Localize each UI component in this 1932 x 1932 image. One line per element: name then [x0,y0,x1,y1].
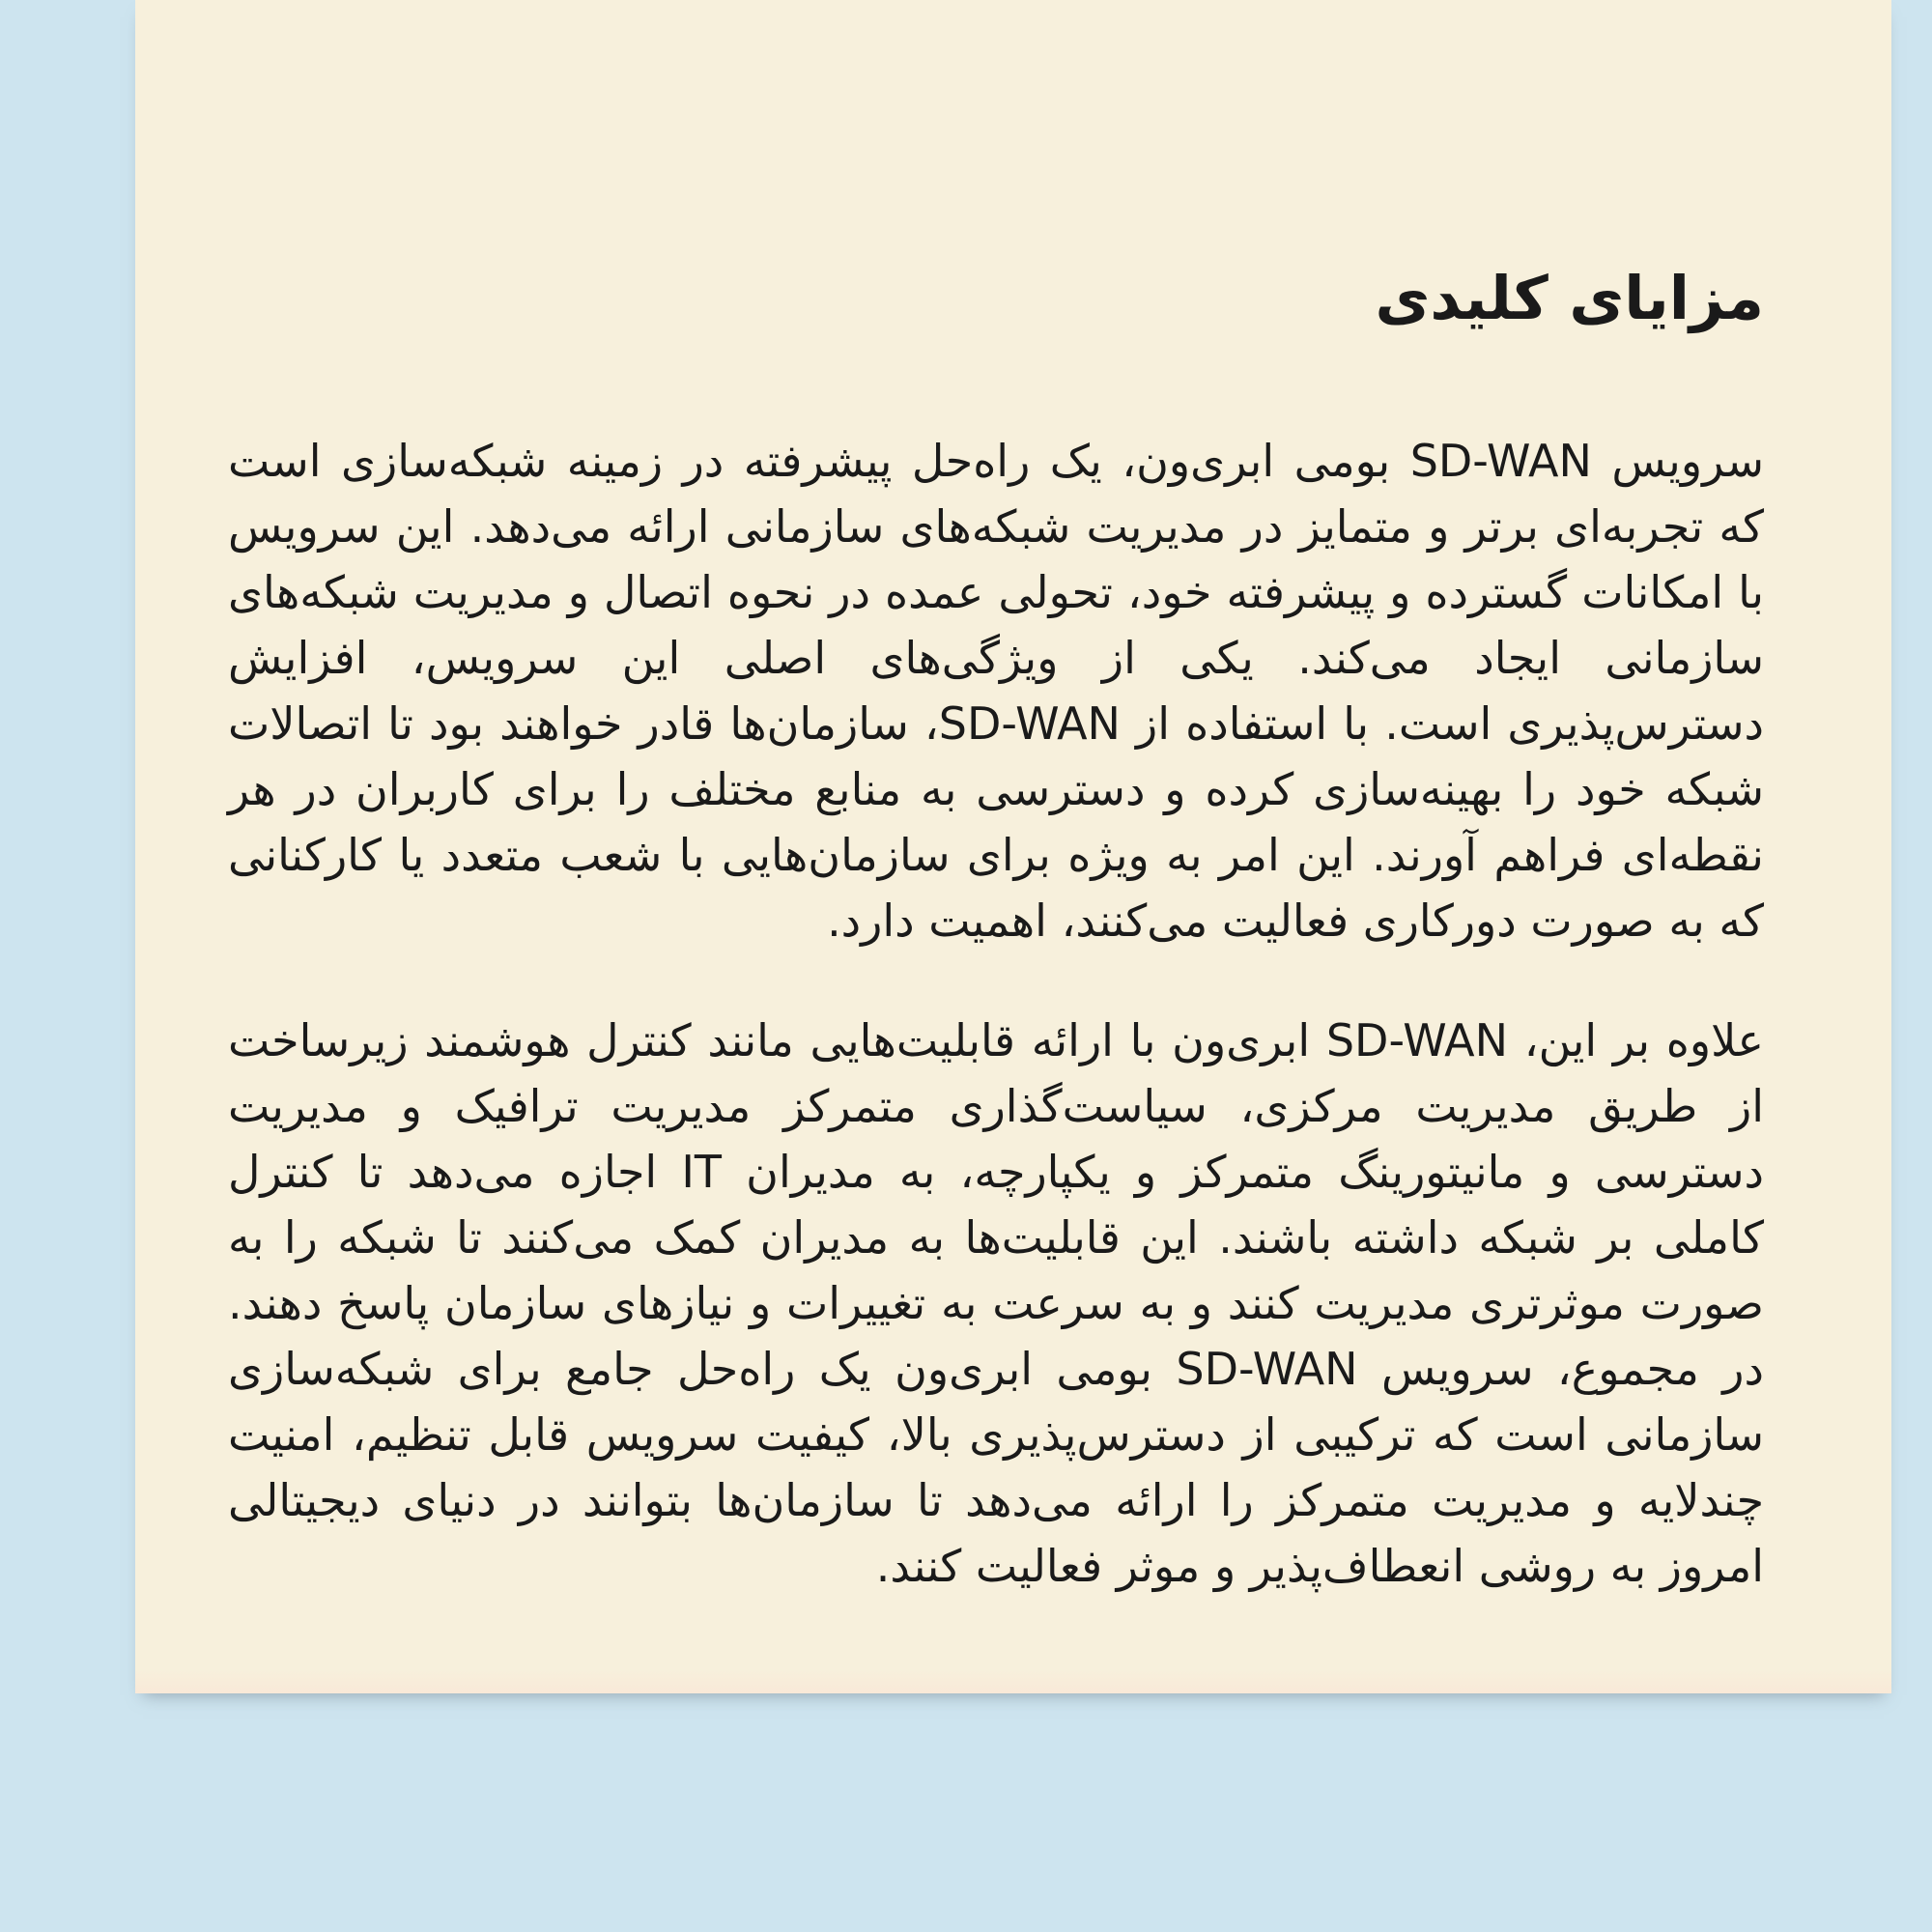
document-body [135,0,1891,1599]
paragraph-capabilities: علاوه بر این، SD-WAN ابری‌ون با ارائه قابلیت‌هایی مانند کنترل هوشمند زیرساخت از طریق مدیریت مرکزی، سیاست‌گذاری متمرکز مدیریت ترافیک و مدیریت دسترسی و مانیتورینگ متمرکز و یکپارچه، به مدیران IT اجازه می‌دهد تا کنترل کاملی بر شبکه داشته باشند. این قابلیت‌ها به مدیران کمک می‌کنند تا شبکه را به صورت موثرتری مدیریت کنند و به سرعت به تغییرات و نیازهای سازمان پاسخ دهند. در مجموع، سرویس SD-WAN بومی ابری‌ون یک راه‌حل جامع برای شبکه‌سازی سازمانی است که ترکیبی از دسترس‌پذیری بالا، کیفیت سرویس قابل تنظیم، امنیت چندلایه و مدیریت متمرکز را ارائه می‌دهد تا سازمان‌ها بتوانند در دنیای دیجیتالی امروز به روشی انعطاف‌پذیر و موثر فعالیت کنند. [228,1013,1765,1592]
page-title: مزایای کلیدی [1375,263,1764,333]
content-card [135,0,1891,1693]
paragraph-intro: سرویس SD-WAN بومی ابری‌ون، یک راه‌حل پیشرفته در زمینه شبکه‌سازی است که تجربه‌ای برتر و متمایز در مدیریت شبکه‌های سازمانی ارائه می‌دهد. این سرویس با امکانات گسترده و پیشرفته خود، تحولی عمده در نحوه اتصال و مدیریت شبکه‌های سازمانی ایجاد می‌کند. یکی از ویژگی‌های اصلی این سرویس، افزایش دسترس‌پذیری است. با استفاده از SD-WAN، سازمان‌ها قادر خواهند بود تا اتصالات شبکه خود را بهینه‌سازی کرده و دسترسی به منابع مختلف را برای کاربران در هر نقطه‌ای فراهم آورند. این امر به ویژه برای سازمان‌هایی با شعب متعدد یا کارکنانی که به صورت دورکاری فعالیت می‌کنند، اهمیت دارد. [228,434,1764,947]
